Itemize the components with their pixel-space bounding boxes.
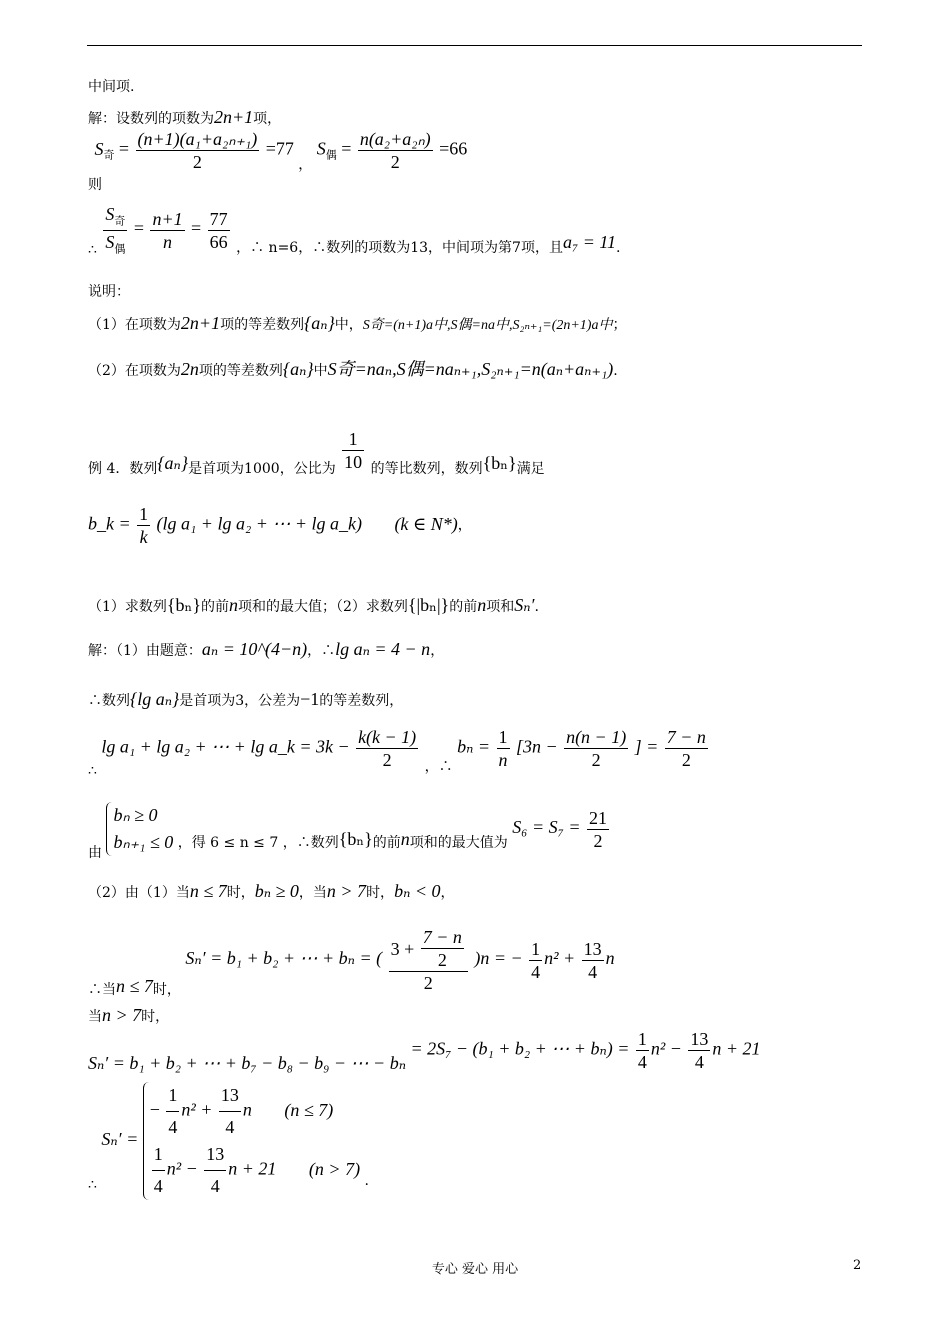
le-n7: n ≤ 7 [116,976,153,996]
then-label: 则 [88,176,102,193]
note1-semicolon: ； [612,317,627,333]
s-odd: S [94,138,104,159]
bk-den: k [139,527,148,547]
bn-res-frac [665,728,708,769]
le-f2-num: 13 [583,938,602,959]
final-piecewise [88,1082,369,1200]
q-seq-bn: {bₙ} [166,595,201,615]
bk-cond: (k ∈ N*) [394,513,458,534]
gt-f2-den: 4 [694,1052,704,1072]
note1-expr: 2n+1 [180,313,221,333]
comma-1: ， [298,156,313,173]
ratio-v-num: 77 [209,208,228,229]
note2-mid: 项的等差数列 [198,363,283,379]
seq-terms-text: ∴数列的项数为13，中间项为第7项，且 [312,240,563,257]
gt-f1 [636,1030,649,1071]
ratio-n-den: n [163,231,173,252]
ratio-n-num: n+1 [152,208,183,229]
bn-in-frac [564,728,628,769]
example-4 [88,429,545,477]
note2-formula: S奇=naₙ,S偶=naₙ₊₁,S₂ₙ₊₁=n(aₙ+aₙ₊₁) [327,359,614,379]
s6-s7: S₆ = S₇ = [512,817,581,837]
eq-77: =77 [265,138,294,159]
gt-mid: n² − [650,1038,682,1059]
therefore-2: ∴ [88,762,97,779]
frac-even [358,130,433,171]
bn-bracket-post: ] = [634,736,659,757]
range-text: ，得 6 ≤ n ≤ 7 ，∴数列 [177,835,339,851]
arith-tail: 的等差数列， [319,693,404,709]
max-frac [587,809,609,850]
max-tail: 项和的最大值为 [409,835,508,851]
final-c1-f1-num: 1 [166,1082,179,1112]
le-inner-num: 7 − n [422,927,462,947]
final-c2-f1-den: 4 [153,1176,163,1196]
sum-frac [356,728,418,769]
s-even: S [316,138,326,159]
final-c1-pre: − [149,1099,160,1120]
expr-2n1: 2n+1 [214,107,254,127]
max-den: 2 [593,830,603,851]
sys-1: bₙ ≥ 0 [113,805,158,825]
bk-definition [88,505,472,546]
frac-odd [136,130,260,171]
final-c2-f1 [152,1141,165,1200]
le-line [88,927,615,998]
eq-66: =66 [439,138,468,159]
n-eq-6: ，∴ n=6， [236,240,313,257]
final-brace [143,1082,360,1200]
questions-line [88,596,539,614]
note1-zh: 中， [334,317,363,333]
arith-line [88,690,403,708]
le-big-den: 2 [423,973,433,993]
bn-frac [497,728,510,769]
case-bn-lt: bₙ < 0 [394,881,441,901]
max-n: n [400,829,410,849]
final-c2-f2 [204,1141,226,1200]
period-2: . [613,363,618,379]
therefore-3: ∴ [88,1177,97,1193]
therefore-1: ∴ [88,242,97,259]
le-n2: n² + [544,948,576,968]
gt-f1-num: 1 [637,1029,647,1049]
ratio-sub-odd: 奇 [114,215,126,228]
le-n: n [605,948,615,968]
le-f2 [582,940,604,981]
le-lhs: Sₙ′ = b₁ + b₂ + ⋯ + bₙ = ( [185,948,383,968]
sol1-lg: lg aₙ = 4 − n [335,639,431,659]
bk-frac [137,505,150,546]
from-label: 由 [88,845,102,861]
sol1-end: ， [430,643,445,659]
le-big-num [389,928,468,972]
ex4-satisfy: 满足 [516,460,545,477]
period-1: . [616,240,621,257]
ex4-pre: 例 4．数列 [88,460,158,477]
gt-rhs: = 2S₇ − (b₁ + b₂ + ⋯ + bₙ) = [410,1038,630,1059]
case-pre: （2）由（1）当 [88,885,190,901]
final-case-2 [150,1141,360,1200]
case-mid: 时， [226,885,255,901]
max-mid: 的前 [372,835,401,851]
final-c2-n2: n² − [166,1158,198,1179]
gt-equation [88,1030,761,1071]
bk-num: 1 [139,504,149,524]
gt-pre: 当 [88,1009,102,1025]
final-c2-f2-den: 4 [210,1176,220,1196]
le-f1-den: 4 [531,961,541,982]
le-inner-den: 2 [437,950,447,970]
bk-rhs: (lg a₁ + lg a₂ + ⋯ + lg a_k) [156,513,362,534]
solve-tail: 项， [253,111,282,127]
le-f1 [529,940,542,981]
bk-comma: ， [457,517,472,534]
final-c1-f1-den: 4 [168,1117,178,1137]
header-rule [87,45,862,46]
ex4-seq-an: {aₙ} [157,452,189,473]
final-c1-f1 [166,1082,179,1141]
q-n: n [229,595,238,615]
final-c1-n2: n² + [181,1099,213,1120]
bn-in-num: n(n − 1) [566,727,627,747]
max-num: 21 [589,807,608,828]
ratio-s-num [103,205,127,231]
sys-2: bₙ₊₁ ≤ 0 [113,832,174,852]
gt-ngt7: n > 7 [102,1005,142,1025]
arith-seq-lg: {lg aₙ} [130,689,180,709]
case-ngt7: n > 7 [326,881,367,901]
final-c1-f2 [219,1082,241,1141]
ex4-frac-num: 1 [342,430,364,451]
frac-ratio-s [103,205,127,255]
gt-time: 时， [141,1009,170,1025]
note1-mid: 项的等差数列 [220,317,305,333]
ratio-sub-even: 偶 [114,243,126,256]
final-c1-cond: (n ≤ 7) [284,1099,334,1120]
sum-lhs: lg a₁ + lg a₂ + ⋯ + lg a_k = 3k − [101,736,350,757]
solution-1 [88,640,444,658]
sol1-pre: 解：（1）由题意： [88,643,202,659]
ratio-s-den [103,231,127,256]
final-lhs: Sₙ′ = [101,1129,139,1149]
solve-line [88,108,281,126]
bn-den: n [498,750,508,770]
final-c2-f2-num: 13 [204,1141,226,1171]
sol1-an: aₙ = 10^(4−n) [201,639,308,659]
bn-num: 1 [498,727,508,747]
frac-even-num: n(a₂+a₂ₙ) [359,129,431,149]
final-c1-f2-num: 13 [219,1082,241,1112]
ex4-mid: 是首项为1000，公比为 [188,460,336,477]
case-mid2: 时， [366,885,395,901]
note2-zh: 中 [313,363,328,379]
case-line [88,882,455,900]
q-mid1: 的前 [201,599,229,615]
arith-pre: ∴数列 [88,693,130,709]
le-time: 时， [152,982,181,998]
q-pre: （1）求数列 [88,599,167,615]
final-c1-f2-den: 4 [225,1117,235,1137]
sums-line: 则 $S_奇$ = $\frac{\text{(n+1)(a₁+a₂ₙ₊₁)}}{2}$ =77 ， $S_偶$ = $\frac{\text{n(a₂+a₂ₙ)}}{2}$ =66 [88,129,468,193]
ex4-ratio-frac [342,430,364,471]
le-top-num: 3 + [390,938,415,959]
final-c1-n: n [242,1099,252,1120]
range-seq-bn: {bₙ} [338,829,373,849]
le-pre: ∴当 [88,982,116,998]
q-mid3: 的前 [449,599,478,615]
sum-den: 2 [382,750,392,770]
gt-f2-num: 13 [690,1029,709,1049]
ratio-s-even: S [105,231,115,252]
gt-end: n + 21 [712,1038,761,1059]
case-bn-ge: bₙ ≥ 0 [254,881,299,901]
q-sn: Sₙ′ [514,595,535,615]
gt-label-line [88,1006,169,1024]
a7-value: a₇ = 11 [562,232,617,253]
bn-lhs: bₙ = [457,736,491,757]
sum-line [88,727,710,779]
le-f1-num: 1 [531,938,541,959]
note-1 [88,314,626,333]
arith-mid: 是首项为3，公差为 [179,693,301,709]
frac-ratio-n [150,210,184,251]
frac-odd-num: (n+1)(a₁+a₂ₙ₊₁) [137,129,258,149]
text-intro: 中间项. [88,79,135,95]
sum-num: k(k − 1) [358,727,417,747]
note2-seq: {aₙ} [282,359,314,379]
gt-f2 [688,1030,710,1071]
bk-lhs: b_k = [88,513,131,534]
ex4-frac-den: 10 [344,452,363,472]
bn-in-den: 2 [591,750,601,770]
le-f2-den: 4 [588,961,598,982]
period-3: . [534,599,539,615]
case-when: ，当 [298,885,327,901]
q-n-2: n [477,595,487,615]
solve-label: 解：设数列的项数为 [88,111,214,127]
final-c2-tail: n + 21 [228,1158,277,1179]
page-number: 2 [853,1258,862,1273]
ratio-s-odd: S [105,204,115,224]
ratio-line: ∴ $\frac{S_奇}{S_偶}$ = $\frac{n+1}{n}$ = $\frac{77}{66}$ ，∴ n=6，∴数列的项数为13，中间项为第7项，且a₇ = 11. [88,204,621,259]
q-tail: 项和 [486,599,515,615]
le-mid: )n = − [474,948,523,968]
arith-d: −1 [300,689,320,709]
q-mid2: 项和的最大值；（2）求数列 [238,599,408,615]
system-brace [106,802,173,856]
note-2 [88,360,618,378]
note2-pre: （2）在项数为 [88,363,181,379]
case-end: ， [440,885,455,901]
note1-formula: S奇=(n+1)a中,S偶=na中,S₂ₙ₊₁=(2n+1)a中 [362,318,613,333]
ex4-tail: 的等比数列，数列 [370,460,483,477]
frac-even-den: 2 [390,152,400,172]
bn-bracket-pre: [3n − [515,736,558,757]
period-4: . [364,1173,369,1189]
sol1-mid: ，∴ [307,643,336,659]
frac-odd-den: 2 [192,152,202,172]
note-label: 说明： [88,284,130,300]
case-n7: n ≤ 7 [189,881,227,901]
note1-pre: （1）在项数为 [88,317,181,333]
le-big-frac [389,928,468,992]
system-line [88,802,611,861]
ex4-seq-bn: {bₙ} [482,452,517,473]
page-footer: 专心 爱心 用心 [431,1262,519,1277]
bn-res-num: 7 − n [666,727,706,747]
s-odd-sub: 奇 [103,148,115,162]
final-c2-f1-num: 1 [152,1141,165,1171]
note2-expr: 2n [180,359,199,379]
s-even-sub: 偶 [325,148,337,162]
le-inner-frac [421,928,464,969]
q-seq-abs: {|bₙ|} [407,595,450,615]
ratio-v-den: 66 [209,231,228,252]
note1-seq: {aₙ} [304,313,335,333]
final-c2-cond: (n > 7) [308,1158,361,1179]
sum-mid: ，∴ [424,758,453,775]
gt-lhs: Sₙ′ = b₁ + b₂ + ⋯ + b₇ − b₈ − b₉ − ⋯ − bₙ [88,1052,406,1073]
bn-res-den: 2 [681,750,691,770]
frac-ratio-val [208,210,230,251]
final-case-1 [150,1082,360,1141]
gt-f1-den: 4 [637,1052,647,1072]
